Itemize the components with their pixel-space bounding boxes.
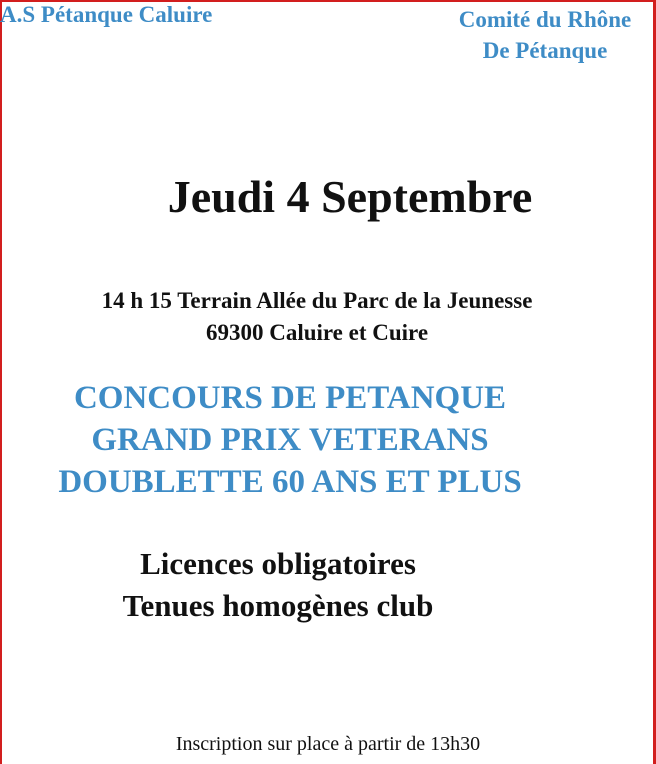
requirement-licences: Licences obligatoires [140,546,416,581]
event-title-line3: DOUBLETTE 60 ANS ET PLUS [58,464,522,500]
event-title-line2: GRAND PRIX VETERANS [91,422,489,458]
organizer-left: A.S Pétanque Caluire [0,2,213,27]
organizer-right-line1: Comité du Rhône [458,7,632,32]
location-line1: 14 h 15 Terrain Allée du Parc de la Jeunesse [101,288,533,313]
organizer-right-line2: De Pétanque [482,38,608,63]
organizer-right [438,4,652,66]
event-title [0,377,580,503]
location-line2: 69300 Caluire et Cuire [205,320,429,345]
requirement-outfits: Tenues homogènes club [122,588,434,623]
event-date: Jeudi 4 Septembre [167,171,533,222]
event-title-line1: CONCOURS DE PETANQUE [73,380,507,416]
event-location [0,285,634,349]
inscription-note: Inscription sur place à partir de 13h30 [175,733,481,755]
requirements [0,543,556,627]
